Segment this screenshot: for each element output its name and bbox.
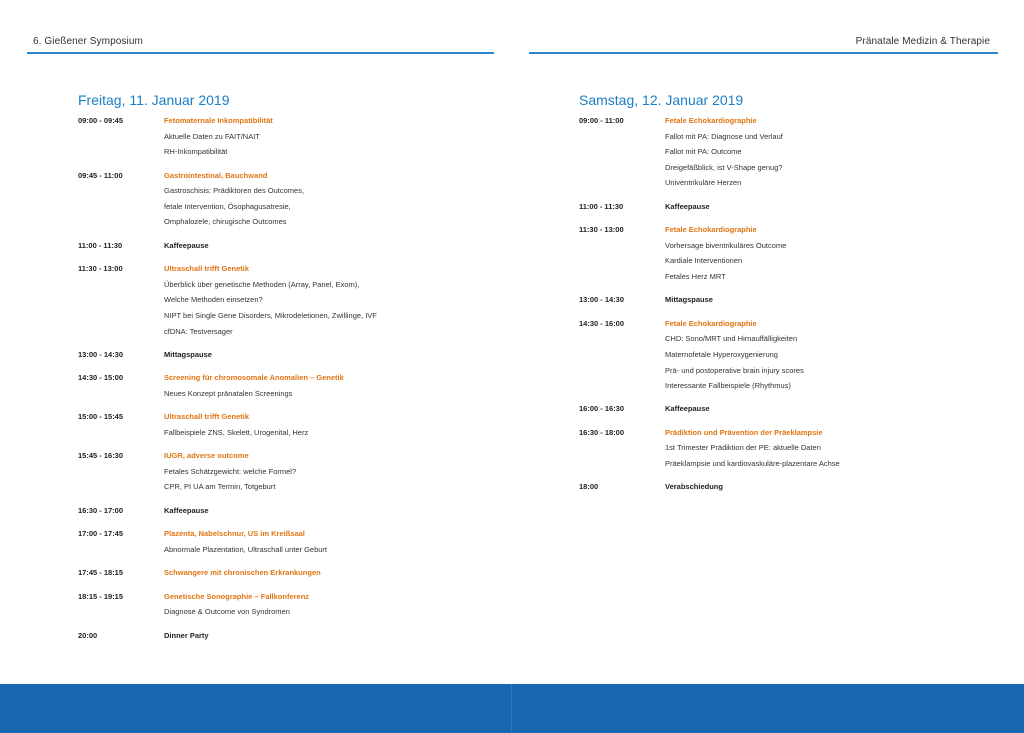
break-title: Kaffeepause	[164, 505, 209, 515]
slot-body	[164, 168, 438, 230]
slot-time: 14:30 - 16:00	[579, 318, 625, 328]
session-title: Ultraschall trifft Genetik	[164, 264, 250, 274]
session-item: Fetales Schätzgewicht: welche Formel?	[164, 466, 297, 476]
session-item: Prä- und postoperative brain injury scores	[665, 365, 804, 375]
schedule-slot	[78, 261, 438, 339]
slot-time: 18:00	[579, 482, 599, 492]
day-title-friday: Freitag, 11. Januar 2019	[78, 92, 230, 108]
session-title: Schwangere mit chronischen Erkrankungen	[164, 568, 321, 578]
session-item: Fallbeispiele ZNS, Skelett, Urogenital, Herz	[164, 427, 309, 437]
session-item: Diagnose & Outcome von Syndromen	[164, 607, 290, 617]
break-title: Dinner Party	[164, 630, 209, 640]
schedule-slot	[78, 503, 438, 519]
session-title: Ultraschall trifft Genetik	[164, 412, 250, 422]
slot-time: 14:30 - 15:00	[78, 373, 124, 383]
slot-time: 15:00 - 15:45	[78, 412, 124, 422]
session-item: Präeklampsie und kardiovaskuläre-plazentare Achse	[665, 459, 840, 469]
slot-body	[665, 199, 959, 215]
running-head-right: Pränatale Medizin & Therapie	[855, 36, 990, 47]
day-title-saturday: Samstag, 12. Januar 2019	[579, 92, 744, 108]
session-item: Fetales Herz MRT	[665, 271, 726, 281]
break-title: Kaffeepause	[665, 404, 710, 414]
schedule-slot	[78, 168, 438, 230]
slot-time: 13:00 - 14:30	[579, 295, 625, 305]
session-item: 1st Trimester Prädiktion der PE: aktuelle Daten	[665, 443, 821, 453]
session-title: Screening für chromosomale Anomalien – Genetik	[164, 373, 344, 383]
slot-body	[164, 448, 438, 495]
slot-body	[164, 347, 438, 363]
session-title: Fetale Echokardiographie	[665, 225, 757, 235]
slot-time: 11:30 - 13:00	[579, 225, 624, 235]
session-title: IUGR, adverse outcome	[164, 451, 249, 461]
slot-body	[164, 113, 438, 160]
session-item: CPR, PI UA am Termin, Totgeburt	[164, 482, 276, 492]
schedule-slot	[78, 113, 438, 160]
schedule-slot	[78, 565, 438, 581]
session-item: NIPT bei Single Gene Disorders, Mikrodeletionen, Zwillinge, IVF	[164, 310, 377, 320]
schedule-slot	[579, 401, 959, 417]
slot-time: 16:30 - 18:00	[579, 427, 625, 437]
session-item: Omphalozele, chirugische Outcomes	[164, 217, 287, 227]
slot-body	[164, 409, 438, 440]
session-item: Neues Konzept pränatalen Screenings	[164, 388, 293, 398]
schedule-slot	[579, 316, 959, 394]
break-title: Mittagspause	[164, 349, 212, 359]
slot-body	[665, 222, 959, 284]
slot-body	[665, 425, 959, 472]
schedule-slot	[78, 238, 438, 254]
slot-body	[665, 292, 959, 308]
schedule-slot	[579, 222, 959, 284]
session-item: fetale Intervention, Ösophagusatresie,	[164, 201, 291, 211]
slot-time: 11:00 - 11:30	[78, 240, 123, 250]
slot-time: 16:00 - 16:30	[579, 404, 625, 414]
session-item: Aktuelle Daten zu FAIT/NAIT	[164, 131, 260, 141]
schedule-slot	[78, 448, 438, 495]
session-item: Vorhersage biventrikuläres Outcome	[665, 240, 787, 250]
session-item: Univentrikuläre Herzen	[665, 178, 742, 188]
slot-body	[665, 316, 959, 394]
session-item: Welche Methoden einsetzen?	[164, 295, 263, 305]
session-title: Prädiktion und Prävention der Präeklampsie	[665, 427, 823, 437]
slot-body	[164, 370, 438, 401]
slot-body	[164, 628, 438, 644]
slot-body	[164, 238, 438, 254]
slot-time: 20:00	[78, 630, 98, 640]
session-title: Genetische Sonographie – Fallkonferenz	[164, 591, 310, 601]
slot-time: 11:30 - 13:00	[78, 264, 123, 274]
slot-time: 18:15 - 19:15	[78, 591, 124, 601]
schedule-slot	[78, 628, 438, 644]
slot-time: 15:45 - 16:30	[78, 451, 124, 461]
footer-divider	[511, 684, 512, 733]
session-title: Fetomaternale Inkompatibilität	[164, 116, 273, 125]
slot-time: 11:00 - 11:30	[579, 201, 624, 211]
slot-time: 09:00 - 09:45	[78, 116, 124, 125]
slot-body	[164, 589, 438, 620]
slot-body	[665, 401, 959, 417]
schedule-slot	[78, 370, 438, 401]
session-item: Überblick über genetische Methoden (Array, Panel, Exom),	[164, 279, 360, 289]
break-title: Mittagspause	[665, 295, 713, 305]
session-title: Gastrointestinal, Bauchwand	[164, 170, 268, 180]
slot-time: 09:00 - 11:00	[579, 116, 624, 125]
schedule-slot	[579, 292, 959, 308]
header-rule-right	[529, 52, 998, 54]
schedule-slot	[78, 409, 438, 440]
slot-body	[164, 565, 438, 581]
session-item: cfDNA: Testversager	[164, 326, 233, 336]
slot-time: 13:00 - 14:30	[78, 349, 124, 359]
session-item: Abnormale Plazentation, Ultraschall unter Geburt	[164, 544, 328, 554]
session-item: Kardiale Interventionen	[665, 256, 743, 266]
slot-time: 17:45 - 18:15	[78, 568, 124, 578]
running-head-left: 6. Gießener Symposium	[33, 36, 143, 47]
session-item: Dreigefäßblick, ist V-Shape genug?	[665, 162, 783, 172]
schedule-saturday	[579, 113, 959, 503]
footer-band	[0, 684, 1024, 733]
schedule-slot	[78, 589, 438, 620]
schedule-friday	[78, 113, 438, 651]
schedule-slot	[579, 479, 959, 495]
slot-time: 16:30 - 17:00	[78, 505, 124, 515]
slot-time: 17:00 - 17:45	[78, 529, 124, 539]
right-page	[512, 0, 1024, 733]
session-item: CHD: Sono/MRT und Hirnauffälligkeiten	[665, 334, 798, 344]
schedule-slot	[579, 113, 959, 191]
slot-body	[164, 503, 438, 519]
slot-body	[164, 526, 438, 557]
schedule-slot	[579, 199, 959, 215]
break-title: Kaffeepause	[164, 240, 209, 250]
session-title: Plazenta, Nabelschnur, US im Kreißsaal	[164, 529, 305, 539]
header-rule-left	[27, 52, 494, 54]
schedule-slot	[579, 425, 959, 472]
session-item: Maternofetale Hyperoxygenierung	[665, 349, 778, 359]
session-item: Interessante Fallbeispiele (Rhythmus)	[665, 381, 791, 391]
session-item: Fallot mit PA: Outcome	[665, 147, 742, 157]
session-title: Fetale Echokardiographie	[665, 116, 757, 125]
session-item: Gastroschisis: Prädiktoren des Outcomes,	[164, 186, 305, 196]
schedule-slot	[78, 526, 438, 557]
slot-body	[665, 113, 959, 191]
session-title: Fetale Echokardiographie	[665, 318, 757, 328]
break-title: Verabschiedung	[665, 482, 723, 492]
break-title: Kaffeepause	[665, 201, 710, 211]
schedule-slot	[78, 347, 438, 363]
slot-time: 09:45 - 11:00	[78, 170, 123, 180]
session-item: RH-Inkompatibilität	[164, 147, 228, 157]
session-item: Fallot mit PA: Diagnose und Verlauf	[665, 131, 783, 141]
slot-body	[665, 479, 959, 495]
slot-body	[164, 261, 438, 339]
